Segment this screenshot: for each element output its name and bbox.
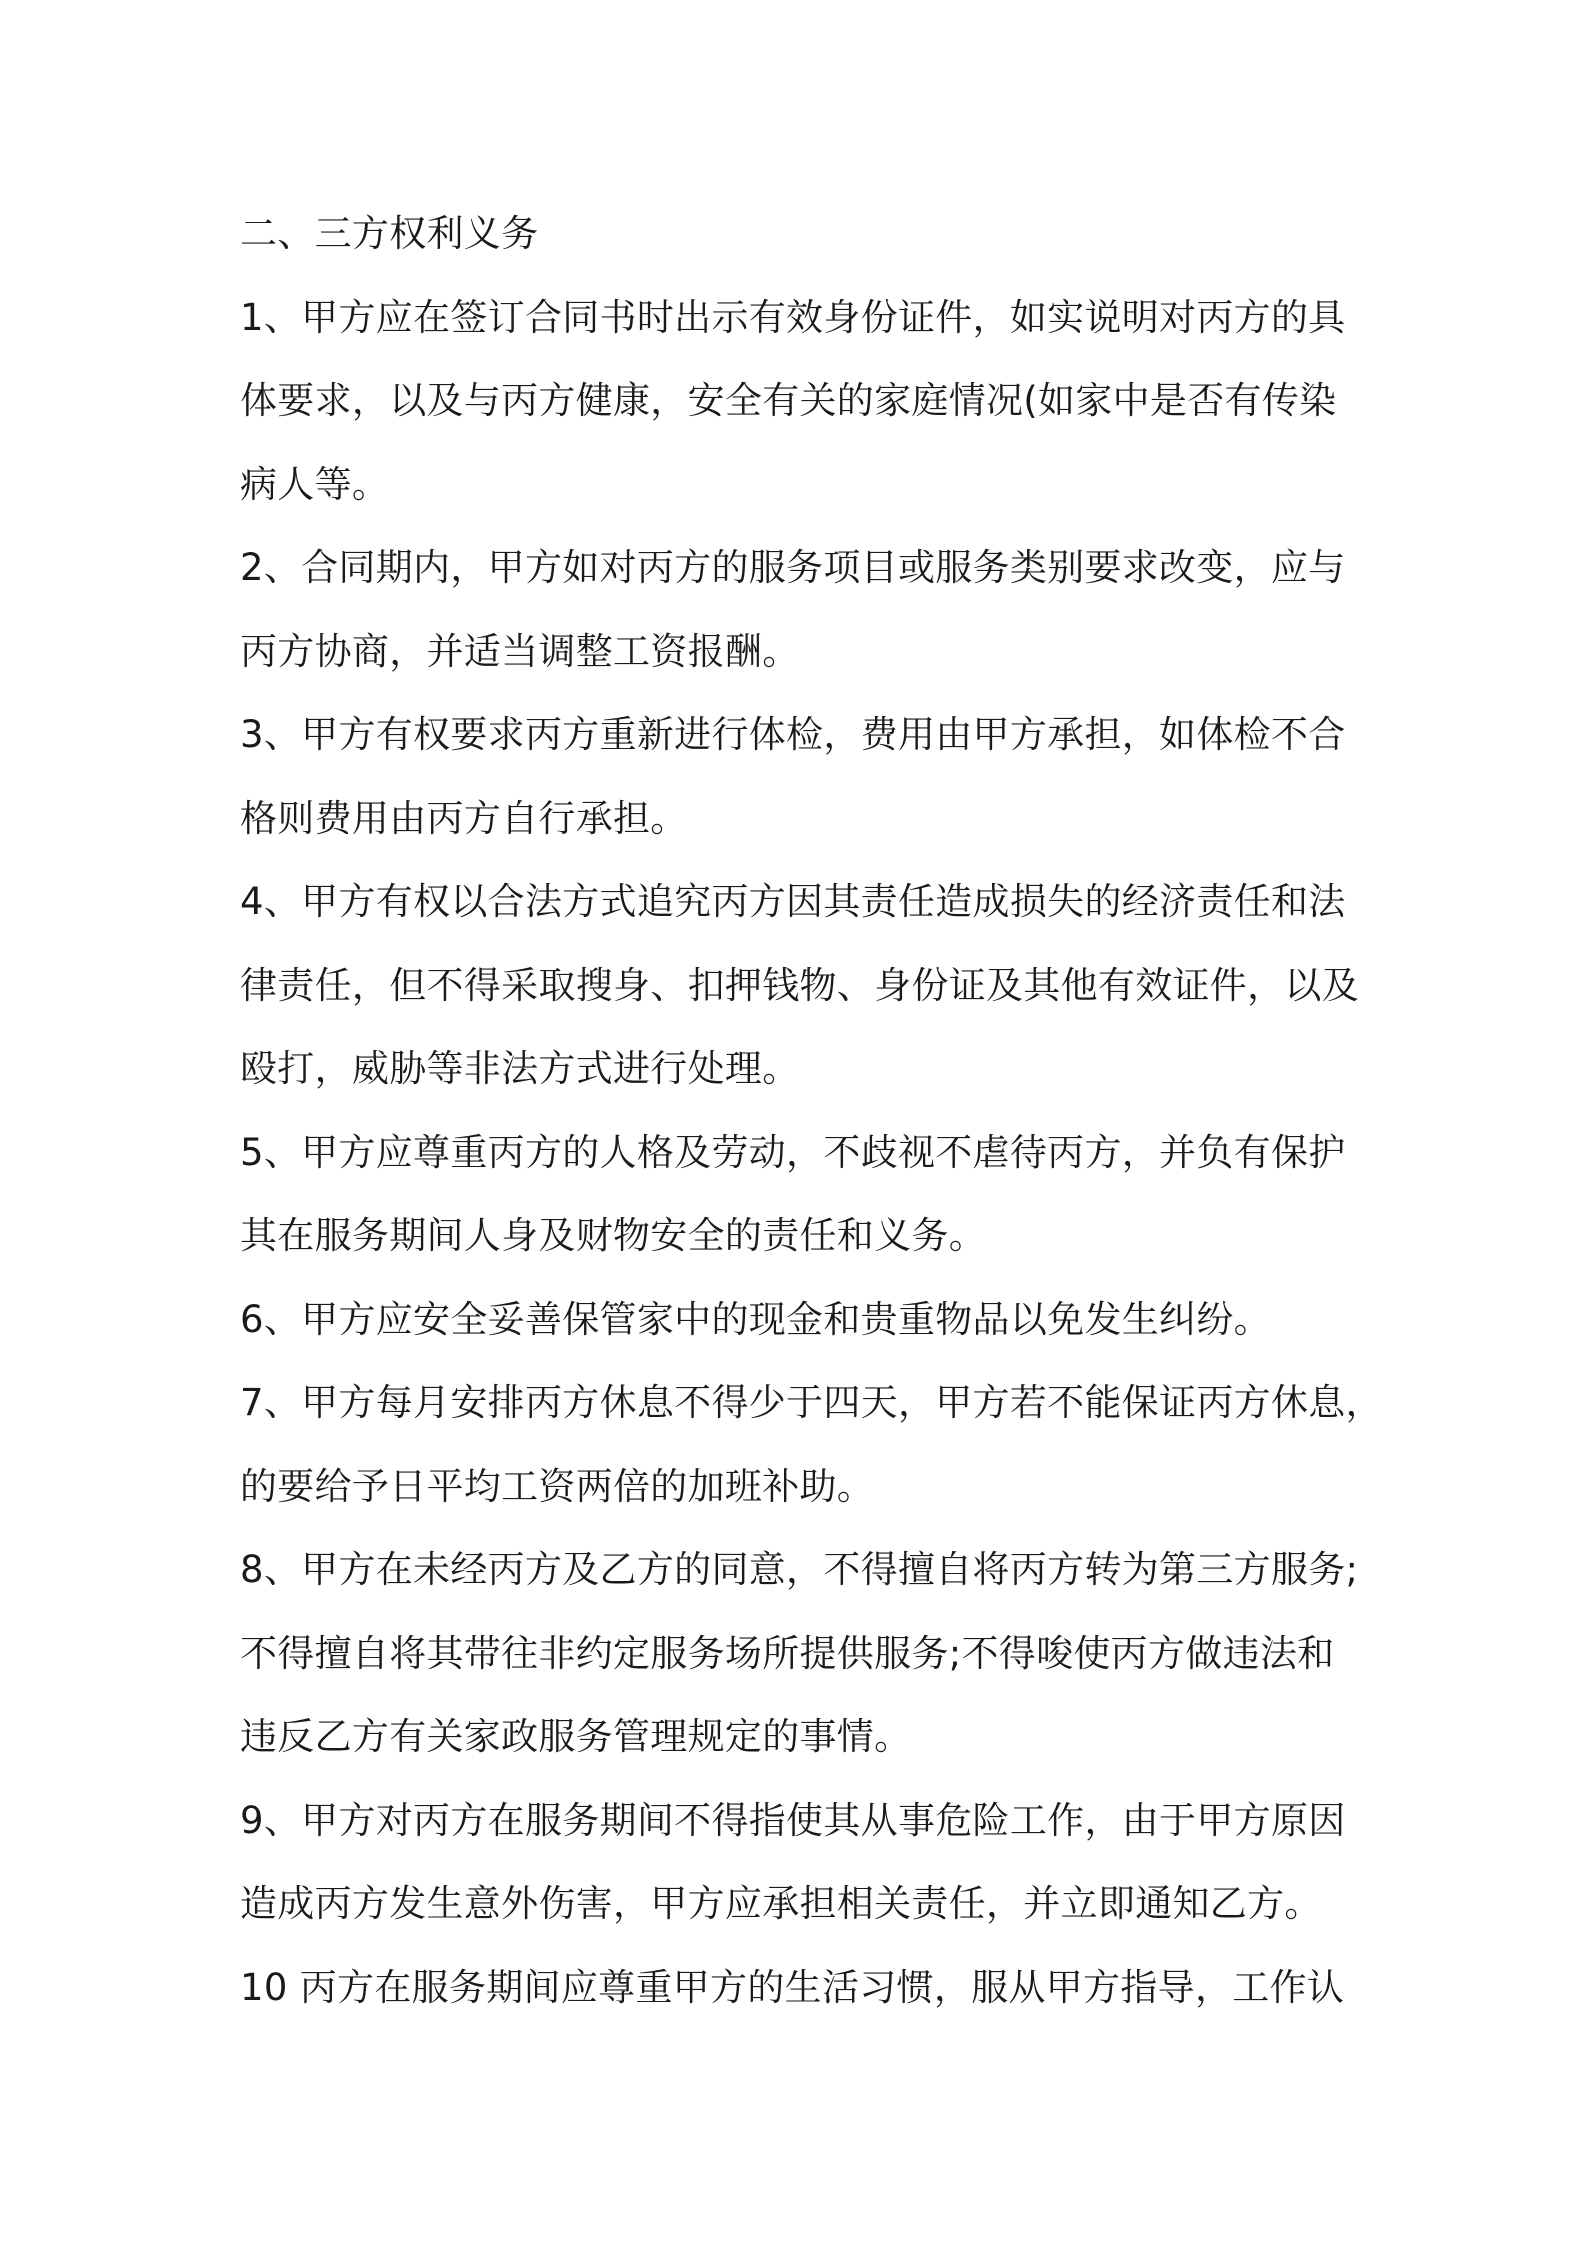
document-body [240,192,1383,2029]
text-line: 造成丙方发生意外伤害，甲方应承担相关责任，并立即通知乙方。 [240,1882,1322,1925]
text-line: 病人等。 [240,462,390,506]
text-line: 体要求，以及与丙方健康，安全有关的家庭情况(如家中是否有传染 [240,379,1337,422]
text-line: 的要给予日平均工资两倍的加班补助。 [240,1464,875,1508]
text-line: 4、甲方有权以合法方式追究丙方因其责任造成损失的经济责任和法 [240,880,1346,923]
text-line: 丙方协商，并适当调整工资报酬。 [240,629,800,673]
text-line: 3、甲方有权要求丙方重新进行体检，费用由甲方承担，如体检不合 [240,713,1346,756]
text-line: 8、甲方在未经丙方及乙方的同意，不得擅自将丙方转为第三方服务; [240,1548,1359,1591]
text-line: 律责任，但不得采取搜身、扣押钱物、身份证及其他有效证件，以及 [240,963,1359,1007]
text-line: 违反乙方有关家政服务管理规定的事情。 [240,1715,912,1758]
text-line: 5、甲方应尊重丙方的人格及劳动，不歧视不虐待丙方，并负有保护 [240,1130,1346,1174]
text-line: 格则费用由丙方自行承担。 [240,796,688,840]
text-line: 7、甲方每月安排丙方休息不得少于四天，甲方若不能保证丙方休息， [240,1381,1383,1424]
text-line: 殴打，威胁等非法方式进行处理。 [240,1047,800,1090]
text-line: 2、合同期内，甲方如对丙方的服务项目或服务类别要求改变，应与 [240,546,1346,589]
text-line: 其在服务期间人身及财物安全的责任和义务。 [240,1214,986,1257]
section-heading: 二、三方权利义务 [240,212,539,255]
text-line: 1、甲方应在签订合同书时出示有效身份证件，如实说明对丙方的具 [240,295,1346,339]
text-line: 不得擅自将其带往非约定服务场所提供服务;不得唆使丙方做违法和 [240,1631,1335,1675]
text-line: 9、甲方对丙方在服务期间不得指使其从事危险工作，由于甲方原因 [240,1798,1346,1842]
text-line: 6、甲方应安全妥善保管家中的现金和贵重物品以免发生纠纷。 [240,1297,1271,1341]
text-line: 10 丙方在服务期间应尊重甲方的生活习惯，服从甲方指导，工作认 [240,1965,1345,2009]
